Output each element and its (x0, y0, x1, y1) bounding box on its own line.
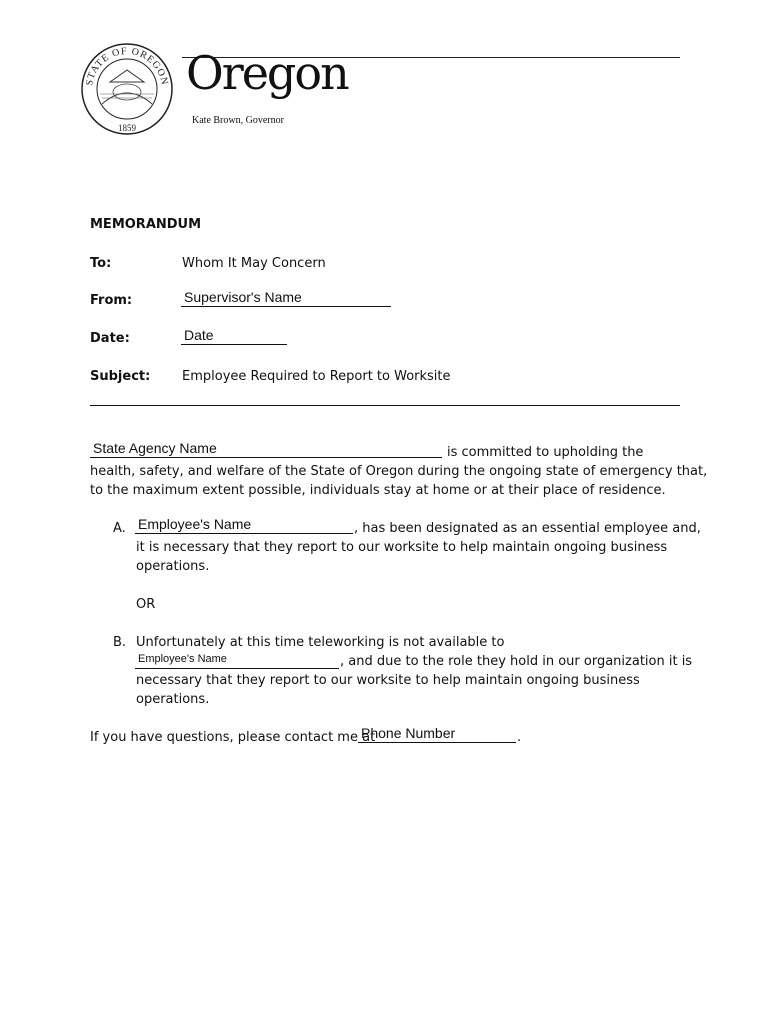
employee-name-field-a[interactable]: Employee's Name (135, 515, 353, 534)
or-separator: OR (136, 597, 156, 612)
option-b-line4: operations. (136, 692, 210, 707)
from-field[interactable]: Supervisor's Name (181, 288, 391, 307)
contact-period: . (517, 730, 522, 745)
phone-number-field[interactable]: Phone Number (358, 724, 516, 743)
para1-line2: health, safety, and welfare of the State of Oregon during the ongoing state of emergency that, (90, 464, 708, 479)
employee-name-field-b[interactable]: Employee's Name (135, 650, 339, 669)
date-field[interactable]: Date (181, 326, 287, 345)
svg-text:1859: 1859 (118, 123, 136, 133)
option-b-line1: Unfortunately at this time teleworking is not available to (136, 635, 505, 650)
state-seal-logo (80, 42, 174, 136)
section-divider (90, 405, 680, 406)
date-label: Date: (90, 331, 130, 346)
para1-line1: is committed to upholding the (447, 445, 644, 460)
to-label: To: (90, 256, 112, 271)
option-b-line2: , and due to the role they hold in our organization it is (340, 654, 693, 669)
governor-line: Kate Brown, Governor (192, 115, 284, 126)
subject-label: Subject: (90, 369, 151, 384)
option-a-line2: it is necessary that they report to our worksite to help maintain ongoing business (136, 540, 668, 555)
para1-line3: to the maximum extent possible, individuals stay at home or at their place of residence. (90, 483, 666, 498)
option-a-line1: , has been designated as an essential employee and, (354, 521, 701, 536)
option-b-line3: necessary that they report to our worksite to help maintain ongoing business (136, 673, 640, 688)
contact-text: If you have questions, please contact me at (90, 730, 376, 745)
from-label: From: (90, 293, 133, 308)
svg-text:STATE OF OREGON: STATE OF OREGON (84, 45, 170, 87)
option-b-marker: B. (113, 635, 127, 650)
agency-name-field[interactable]: State Agency Name (90, 439, 442, 458)
to-value: Whom It May Concern (182, 256, 326, 271)
option-a-marker: A. (113, 521, 126, 536)
memo-title: MEMORANDUM (90, 217, 202, 232)
subject-value: Employee Required to Report to Worksite (182, 369, 451, 384)
option-a-line3: operations. (136, 559, 210, 574)
oregon-wordmark: Oregon (186, 46, 348, 100)
